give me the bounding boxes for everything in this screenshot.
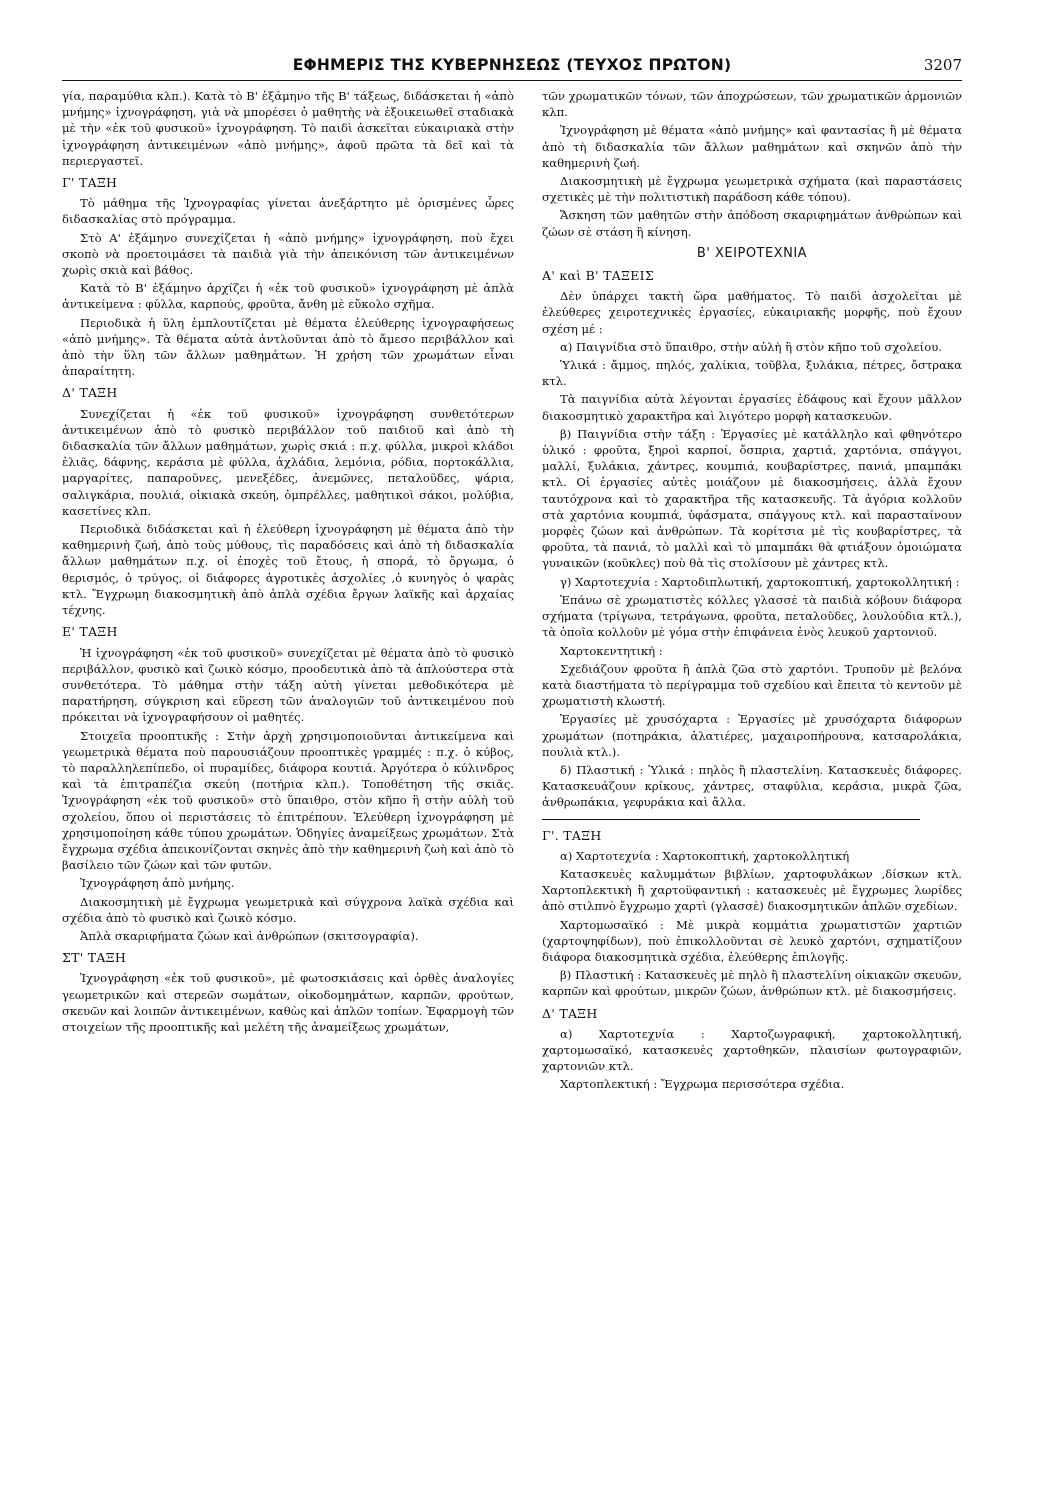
paragraph: Διακοσμητικὴ μὲ ἔγχρωμα γεωμετρικὰ καὶ σύγχρονα λαϊκὰ σχέδια καὶ σχέδια ἀπὸ τὸ φυσικὸ καὶ ζωικὸ κόσμο.	[62, 894, 514, 925]
right-column	[542, 88, 962, 1095]
paragraph: Κατὰ τὸ Β' ἑξάμηνο ἀρχίζει ἡ «ἐκ τοῦ φυσικοῦ» ἰχνογράφηση μὲ ἁπλὰ ἀντικείμενα : φύλλα, καρπούς, φροῦτα, ἄνθη μὲ εὔκολο σχῆμα.	[62, 281, 514, 312]
page-header	[62, 50, 962, 80]
section-heading-grade-c-craft: Γ'. ΤΑΞΗ	[542, 827, 602, 843]
section-heading-grade-e: Ε' ΤΑΞΗ	[62, 624, 118, 640]
paragraph: α) Χαρτοτεχνία : Χαρτοζωγραφική, χαρτοκολλητική, χαρτομωσαϊκό, κατασκευὲς χαρτοθηκῶν, πλαισίων φωτογραφιῶν, χαρτονιῶν κτλ.	[542, 1026, 962, 1074]
paragraph: Χαρτομωσαϊκό : Μὲ μικρὰ κομμάτια χρωματιστῶν χαρτιῶν (χαρτοψηφίδων), ποὺ ἐπικολλοῦνται σὲ λευκὸ χαρτόνι, σχηματίζουν διάφορα διακοσμητικὰ σχέδια, ἐλεύθερης ἐπιλογῆς.	[542, 917, 962, 964]
paragraph: Σχεδιάζουν φροῦτα ἢ ἁπλὰ ζῶα στὸ χαρτόνι. Τρυποῦν μὲ βελόνα κατὰ διαστήματα τὸ περίγραμμα τοῦ σχεδίου καὶ ἔπειτα τὸ κεντοῦν μὲ χρωματιστὴ κλωστή.	[542, 661, 962, 709]
paragraph: Ἐργασίες μὲ χρυσόχαρτα : Ἐργασίες μὲ χρυσόχαρτα διάφορων χρωμάτων (ποτηράκια, ἁλατιέρες, μαχαιροπήρουνα, κατσαρολάκια, πουλιὰ κτλ.).	[542, 712, 962, 759]
section-divider	[542, 819, 920, 820]
paragraph: β) Πλαστική : Κατασκευὲς μὲ πηλὸ ἢ πλαστελίνη οἰκιακῶν σκευῶν, καρπῶν καὶ φρούτων, μικρῶν ζώων, ἀνθρώπων κτλ. μὲ διακοσμήσεις.	[542, 968, 962, 999]
paragraph: Στοιχεῖα προοπτικῆς : Στὴν ἀρχὴ χρησιμοποιοῦνται ἀντικείμενα καὶ γεωμετρικὰ θέματα ποὺ παρουσιάζουν προοπτικὲς γραμμές : π.χ. ὁ κύβος, τὸ παραλληλεπίπεδο, οἱ πυραμίδες, διάφορα κουτιά. Ἀργότερα ὁ κύλινδρος καὶ τὰ ἐπιτραπέζια σκεύη (ποτήρια κλπ.). Τοποθέτηση τῆς σκιᾶς. Ἰχνογράφηση «ἐκ τοῦ φυσικοῦ» στὸ ὕπαιθρο, στὸν κῆπο ἢ στὴν αὐλὴ τοῦ σχολείου, ὅπου οἱ περιστάσεις τὸ ἐπιτρέπουν. Ἐλεύθερη ἰχνογράφηση μὲ χρησιμοποίηση κάθε τύπου χρωμάτων. Ὁδηγίες ἀναμείξεως χρωμάτων. Στὰ ἔγχρωμα σχέδια ἀπεικονίζονται σκηνὲς ἀπὸ τὴν καθημερινὴ ζωὴ καὶ ἀπὸ τὸ βασίλειο τῶν ζώων καὶ τῶν φυτῶν.	[62, 728, 514, 873]
paragraph: Ἰχνογράφηση ἀπὸ μνήμης.	[80, 876, 235, 891]
left-column	[62, 88, 514, 1037]
paragraph: Κατασκευὲς καλυμμάτων βιβλίων, χαρτοφυλάκων ,δίσκων κτλ. Χαρτοπλεκτικὴ ἢ χαρτοϋφαντική : κατασκευὲς μὲ ἔγχρωμες λωρίδες ἀπὸ στιλπνὸ ἔγχρωμο χαρτὶ (γλασσὲ) διακοσμητικῶν ἁπλῶν σχεδίων.	[542, 866, 962, 914]
paragraph: α) Χαρτοτεχνία : Χαρτοκοπτική, χαρτοκολλητική	[560, 848, 850, 863]
gazette-title: ΕΦΗΜΕΡΙΣ ΤΗΣ ΚΥΒΕΡΝΗΣΕΩΣ (ΤΕΥΧΟΣ ΠΡΩΤΟΝ)	[292, 56, 732, 74]
paragraph: Χαρτοκεντητική :	[560, 643, 663, 658]
paragraph: Χαρτοπλεκτική : Ἔγχρωμα περισσότερα σχέδια.	[560, 1077, 845, 1092]
section-heading-grade-f: ΣΤ' ΤΑΞΗ	[62, 950, 127, 966]
section-heading-grades-a-b: Α' καὶ Β' ΤΑΞΕΙΣ	[542, 268, 655, 284]
header-rule	[62, 80, 962, 81]
paragraph: Περιοδικὰ ἡ ὕλη ἐμπλουτίζεται μὲ θέματα ἐλεύθερης ἰχνογραφήσεως «ἀπὸ μνήμης». Τὰ θέματα αὐτὰ ἀντλοῦνται ἀπὸ τὸ ἄμεσο περιβάλλον καὶ ἀπὸ τὴν ὕλη τῶν ἄλλων μαθημάτων. Ἡ χρήση τῶν χρωμάτων εἶναι ἀπαραίτητη.	[62, 315, 514, 379]
paragraph: Ἰχνογράφηση «ἐκ τοῦ φυσικοῦ», μὲ φωτοσκιάσεις καὶ ὀρθὲς ἀναλογίες γεωμετρικῶν καὶ στερεῶν σωμάτων, οἰκοδομημάτων, καρπῶν, φρούτων, σκευῶν καὶ λοιπῶν ἀντικειμένων, καθὼς καὶ ἁπλῶν τοπίων. Ἐφαρμογὴ τῶν στοιχείων τῆς προοπτικῆς καὶ μελέτη τῆς ἀναμείξεως χρωμάτων,	[62, 971, 514, 1034]
paragraph: Ἁπλὰ σκαριφήματα ζώων καὶ ἀνθρώπων (σκιτσογραφία).	[80, 928, 419, 943]
paragraph: Δὲν ὑπάρχει τακτὴ ὥρα μαθήματος. Τὸ παιδὶ ἀσχολεῖται μὲ ἐλεύθερες χειροτεχνικὲς ἐργασίες, εὐκαιριακῆς μορφῆς, ποὺ ἔχουν σχέση μέ :	[542, 289, 962, 336]
paragraph: Ὑλικά : ἄμμος, πηλός, χαλίκια, τοῦβλα, ξυλάκια, πέτρες, ὄστρακα κτλ.	[542, 358, 962, 389]
paragraph: Συνεχίζεται ἡ «ἐκ τοῦ φυσικοῦ» ἰχνογράφηση συνθετότερων ἀντικειμένων ἀπὸ τὸ φυσικὸ περιβάλλον τοῦ παιδιοῦ καὶ ἀπὸ τὴ διδασκαλία τῶν ἄλλων μαθημάτων, χωρὶς σκιά : π.χ. φύλλα, μικροὶ κλάδοι ἐλιᾶς, δάφνης, κεράσια μὲ φύλλα, ἀχλάδια, λεμόνια, ρόδια, πορτοκάλλια, μαργαρίτες, παπαροῦνες, μενεξέδες, ἀνεμῶνες, πεταλοῦδες, ψάρια, σαλιγκάρια, πουλιά, οἰκιακὰ σκεύη, ὀμπρέλλες, μαθητικοὶ σάκοι, μολύβια, κασετίνες κλπ.	[62, 406, 514, 518]
paragraph: Τὸ μάθημα τῆς Ἰχνογραφίας γίνεται ἀνεξάρτητο μὲ ὁρισμένες ὧρες διδασκαλίας στὸ πρόγραμμα.	[62, 196, 514, 227]
section-heading-grade-d-craft: Δ' ΤΑΞΗ	[542, 1005, 598, 1021]
page-number: 3207	[923, 56, 962, 74]
paragraph: Ἡ ἰχνογράφηση «ἐκ τοῦ φυσικοῦ» συνεχίζεται μὲ θέματα ἀπὸ τὸ φυσικὸ περιβάλλον, φυσικὸ καὶ ζωικὸ κόσμο, προοδευτικὰ ἀπὸ τὰ ἁπλούστερα στὰ συνθετότερα. Τὸ μάθημα στὴν τάξη αὐτὴ γίνεται μεθοδικότερα μὲ παρατήρηση, σύγκριση καὶ εὕρεση τῶν ἀναλογιῶν τοῦ ἀντικειμένου ποὺ πρόκειται νὰ ἰχνογραφήσουν οἱ μαθητές.	[62, 645, 514, 725]
paragraph: α) Παιγνίδια στὸ ὕπαιθρο, στὴν αὐλὴ ἢ στὸν κῆπο τοῦ σχολείου.	[560, 339, 942, 354]
paragraph: γ) Χαρτοτεχνία : Χαρτοδιπλωτική, χαρτοκοπτική, χαρτοκολλητική :	[560, 574, 960, 589]
paragraph: τῶν χρωματικῶν τόνων, τῶν ἀποχρώσεων, τῶν χρωματικῶν ἁρμονιῶν κλπ.	[542, 89, 962, 120]
paragraph: γία, παραμύθια κλπ.). Κατὰ τὸ Β' ἑξάμηνο τῆς Β' τάξεως, διδάσκεται ἡ «ἀπὸ μνήμης» ἰχνογράφηση, γιὰ νὰ μπορέσει ὁ μαθητὴς νὰ ἐξοικειωθεῖ σταδιακὰ μὲ τὴν «ἐκ τοῦ φυσικοῦ» ἰχνογράφηση. Τὸ παιδὶ ἀσκεῖται εὐκαιριακὰ στὴν ἰχνογράφηση ἀντικειμένων «ἀπὸ μνήμης», ἀφοῦ πρῶτα τὰ δεῖ καὶ τὰ περιεργαστεῖ.	[62, 89, 514, 168]
paragraph: Περιοδικὰ διδάσκεται καὶ ἡ ἐλεύθερη ἰχνογράφηση μὲ θέματα ἀπὸ τὴν καθημερινὴ ζωή, ἀπὸ τοὺς μύθους, τὶς παραδόσεις καὶ ἀπὸ τὴ διδασκαλία ἄλλων μαθημάτων π.χ. οἱ ἐποχὲς τοῦ ἔτους, ἡ σπορά, τὸ ὄργωμα, ὁ θερισμός, ὁ τρύγος, οἱ διάφορες ἀγροτικὲς ἀσχολίες ,ὁ κυνηγὸς ὁ ψαρὰς κτλ. Ἔγχρωμη διακοσμητικὴ ἀπὸ ἁπλὰ σχέδια ἔργων λαϊκῆς καὶ ἀρχαίας τέχνης.	[62, 522, 514, 618]
paragraph: Τὰ παιγνίδια αὐτὰ λέγονται ἐργασίες ἐδάφους καὶ ἔχουν μᾶλλον διακοσμητικὸ χαρακτῆρα καὶ λιγότερο μορφὴ κατασκευῶν.	[542, 392, 962, 423]
section-heading-grade-d: Δ' ΤΑΞΗ	[62, 385, 118, 401]
paragraph: δ) Πλαστική : Ὑλικά : πηλὸς ἢ πλαστελίνη. Κατασκευὲς διάφορες. Κατασκευάζουν κρίκους, χάντρες, σταφύλια, κεράσια, μικρὰ ζῶα, ἀνθρωπάκια, γεφυράκια καὶ ἄλλα.	[542, 762, 962, 810]
paragraph: Ἐπάνω σὲ χρωματιστὲς κόλλες γλασσὲ τὰ παιδιὰ κόβουν διάφορα σχήματα (τρίγωνα, τετράγωνα, φροῦτα, πεταλοῦδες, λουλούδια κτλ.), τὰ ὁποῖα κολλοῦν μὲ γόμα στὴν ἐπιφάνεια ἑνὸς λευκοῦ χαρτονιοῦ.	[542, 592, 962, 640]
paragraph: Ἄσκηση τῶν μαθητῶν στὴν ἀπόδοση σκαριφημάτων ἀνθρώπων καὶ ζώων σὲ στάση ἢ κίνηση.	[542, 208, 962, 239]
paragraph: Διακοσμητικὴ μὲ ἔγχρωμα γεωμετρικὰ σχήματα (καὶ παραστάσεις σχετικὲς μὲ τὴν πολιτιστικὴ παράδοση κάθε τόπου).	[542, 174, 962, 205]
section-heading-handicraft: Β' ΧΕΙΡΟΤΕΧΝΙΑ	[696, 245, 808, 261]
paragraph: Ἰχνογράφηση μὲ θέματα «ἀπὸ μνήμης» καὶ φαντασίας ἢ μὲ θέματα ἀπὸ τὴ διδασκαλία τῶν ἄλλων μαθημάτων καὶ σκηνῶν ἀπὸ τὴν καθημερινὴ ζωή.	[542, 123, 962, 170]
paragraph: Στὸ Α' ἑξάμηνο συνεχίζεται ἡ «ἀπὸ μνήμης» ἰχνογράφηση, ποὺ ἔχει σκοπὸ νὰ προετοιμάσει τὰ παιδιὰ γιὰ τὴν ἀπεικόνιση τῶν ἀντικειμένων χωρὶς σκιὰ καὶ βάθος.	[62, 230, 514, 278]
section-heading-grade-c: Γ' ΤΑΞΗ	[62, 175, 118, 191]
paragraph: β) Παιγνίδια στὴν τάξη : Ἐργασίες μὲ κατάλληλο καὶ φθηνότερο ὑλικό : φροῦτα, ξηροὶ καρποί, ὄσπρια, χαρτιά, χαρτόνια, σπάγγοι, μαλλί, ξυλάκια, χάντρες, κουμπιά, κουβαρίστρες, πανιά, μπαμπάκι κτλ. Οἱ ἐργασίες αὐτὲς μοιάζουν μὲ διακοσμήσεις, ἀλλὰ ἔχουν ταυτόχρονα καὶ τὸ χαρακτῆρα τῆς κατασκευῆς. Τὰ ἀγόρια κολλοῦν στὰ χαρτόνια κουμπιά, ὑφάσματα, σπάγγους κτλ. καὶ παρασταίνουν μορφὲς ζώων καὶ ἀνθρώπων. Τὰ κορίτσια μὲ τὶς κουβαρίστρες, τὰ φροῦτα, τὰ πανιά, τὸ μαλλὶ καὶ τὸ μπαμπάκι θὰ φτιάξουν ὁμοιώματα γυναικῶν (κοῦκλες) ποὺ θὰ τὶς στολίσουν μὲ χάντρες κτλ.	[542, 426, 962, 571]
